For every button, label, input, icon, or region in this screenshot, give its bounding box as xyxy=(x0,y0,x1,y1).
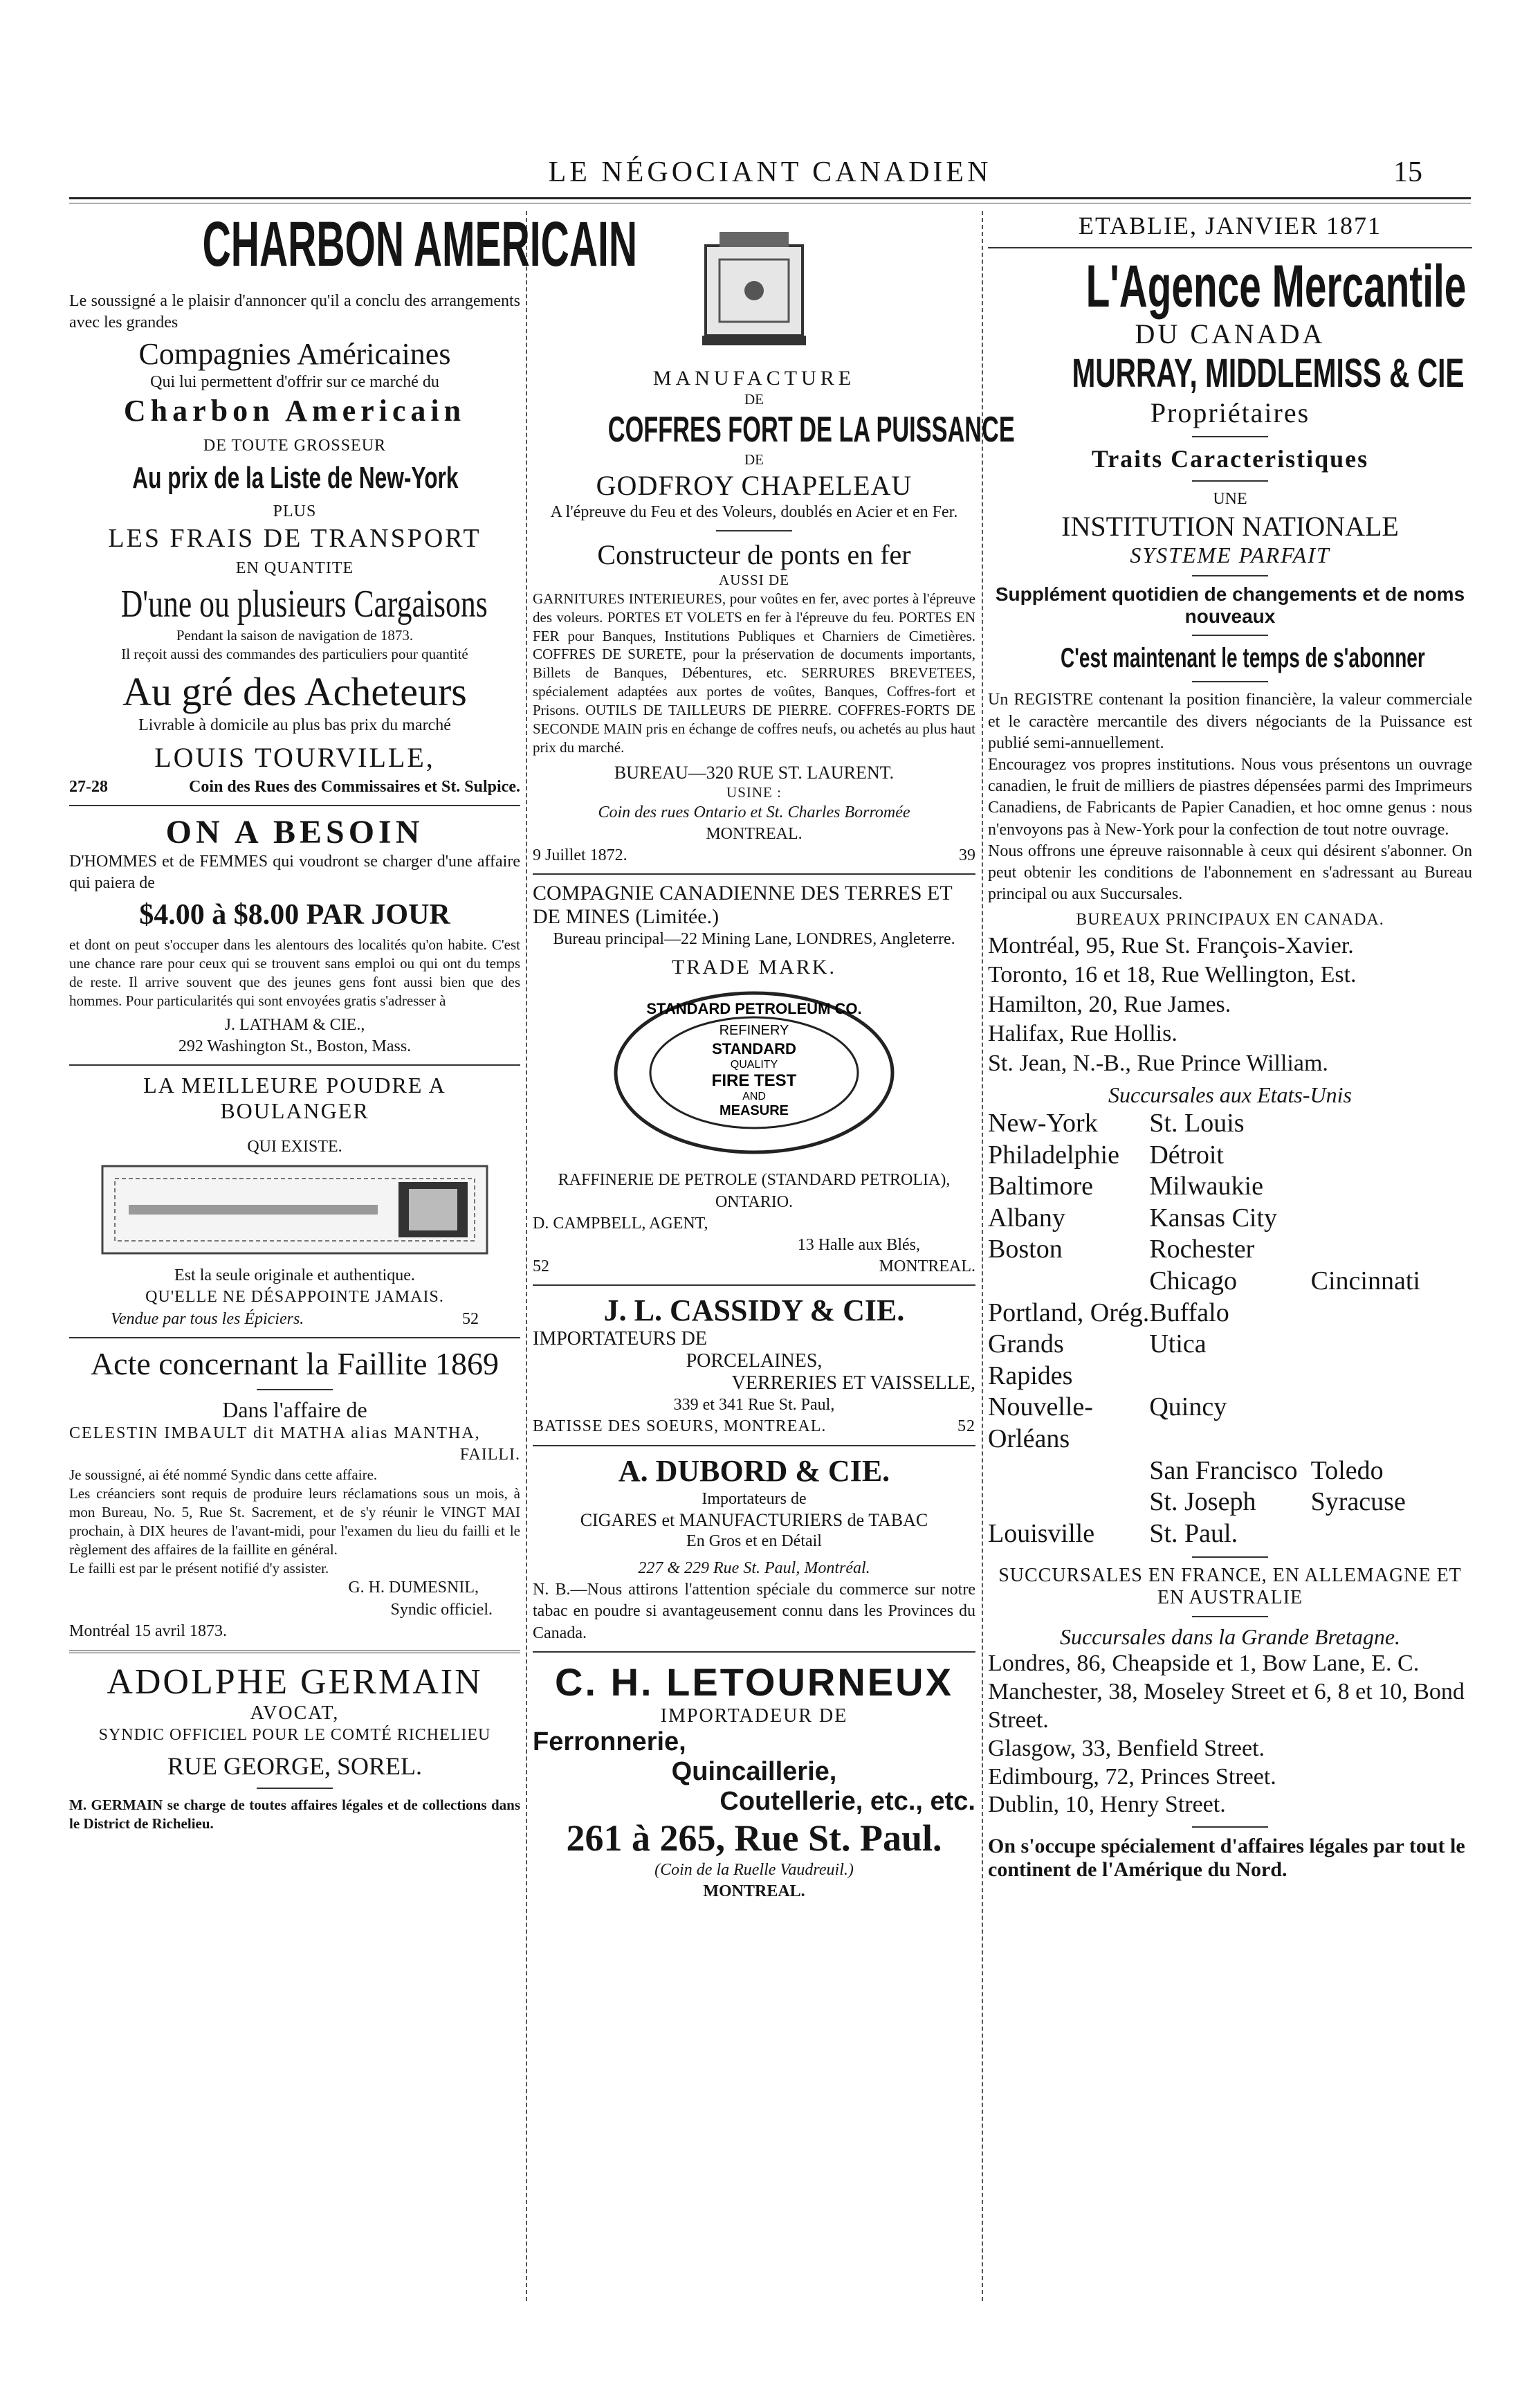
besoin-title: ON A BESOIN xyxy=(165,813,424,851)
ad-letourneux xyxy=(533,1660,975,1902)
ad-poudre xyxy=(69,1073,520,1330)
seal-outer: STANDARD PETROLEUM CO. xyxy=(646,1000,862,1018)
cassidy-addr: 339 et 341 Rue St. Paul, xyxy=(673,1396,835,1415)
city xyxy=(1311,1108,1472,1140)
column-2 xyxy=(533,211,1015,1909)
charbon-tourville: LOUIS TOURVILLE, xyxy=(154,741,435,773)
charbon-offer: Qui lui permettent d'offrir sur ce marché du xyxy=(150,372,439,391)
agence-title: L'Agence Mercantile xyxy=(1085,253,1467,320)
city: Toledo xyxy=(1310,1455,1384,1485)
city: Baltimore xyxy=(988,1172,1093,1201)
office-4: St. Jean, N.-B., Rue Prince William. xyxy=(988,1050,1328,1076)
city: Kansas City xyxy=(1149,1203,1278,1233)
charbon-intro: Le soussigné a le plaisir d'annoncer qu'il a conclu des arrangements avec les grandes xyxy=(69,291,520,331)
terres-agent: D. CAMPBELL, AGENT, xyxy=(533,1214,708,1233)
agence-succ-fr: SUCCURSALES EN FRANCE, EN ALLEMAGNE ET EN AUSTRALIE xyxy=(998,1565,1462,1609)
seal-and: AND xyxy=(742,1091,766,1103)
city xyxy=(988,1455,1149,1487)
city: Milwaukie xyxy=(1149,1172,1263,1201)
dubord-name: A. DUBORD & CIE. xyxy=(618,1453,890,1488)
city xyxy=(1311,1298,1472,1329)
besoin-text1: D'HOMMES et de FEMMES qui voudront se charger d'une affaire qui paiera de xyxy=(69,852,520,893)
city: Buffalo xyxy=(1149,1298,1229,1327)
letourneux-l3: Coutellerie, etc., etc. xyxy=(719,1786,975,1816)
city: Détroit xyxy=(1149,1140,1224,1170)
besoin-latham: J. LATHAM & CIE., xyxy=(224,1015,365,1034)
cassidy-l1: IMPORTATEURS DE xyxy=(533,1328,707,1350)
city: Albany xyxy=(988,1203,1065,1233)
charbon-livrable: Livrable à domicile au plus bas prix du marché xyxy=(138,716,451,735)
coffres-aussi: AUSSI DE xyxy=(719,571,789,588)
agence-abonner: C'est maintenant le temps de s'abonner xyxy=(1061,643,1425,674)
city: St. Joseph xyxy=(1149,1487,1256,1517)
faillite-failli: FAILLI. xyxy=(459,1446,520,1464)
running-title: LE NÉGOCIANT CANADIEN xyxy=(548,156,992,188)
city: Chicago xyxy=(1149,1266,1237,1296)
coffres-title: COFFRES FORT DE LA PUISSANCE xyxy=(607,409,1015,450)
coffres-desc: A l'épreuve du Feu et des Voleurs, doublés en Acier et en Fer. xyxy=(550,502,958,521)
charbon-plus: PLUS xyxy=(273,502,317,521)
city: Boston xyxy=(988,1235,1063,1264)
agence-une: UNE xyxy=(1213,490,1247,509)
city: Grands Rapides xyxy=(988,1329,1073,1390)
charbon-title: CHARBON AMERICAIN xyxy=(202,209,638,280)
besoin-text2: et dont on peut s'occuper dans les alentours des localités qu'on habite. C'est une chance rare pour ceux qui se trouvent sans emploi ou qui ont du temps de reste. Il arrive souvent que des jeunes gens font aussi bien que des hommes. Pour particularités qui sont envoyées gratis s'adresser à xyxy=(69,936,520,1009)
charbon-quantite: EN QUANTITE xyxy=(235,558,354,577)
agence-succ-us: Succursales aux Etats-Unis xyxy=(1108,1082,1352,1108)
gb-3: Edimbourg, 72, Princes Street. xyxy=(988,1763,1276,1790)
poudre-seule: Est la seule originale et authentique. xyxy=(174,1266,415,1285)
city: Philadelphie xyxy=(988,1140,1119,1170)
city xyxy=(1311,1329,1472,1392)
city: St. Louis xyxy=(1149,1109,1245,1138)
poudre-ref: 52 xyxy=(462,1309,479,1328)
cassidy-name: J. L. CASSIDY & CIE. xyxy=(603,1293,905,1328)
city: Syracuse xyxy=(1310,1487,1406,1517)
office-0: Montréal, 95, Rue St. François-Xavier. xyxy=(988,932,1354,958)
city: Utica xyxy=(1149,1329,1207,1359)
city: Cincinnati xyxy=(1310,1266,1420,1296)
coffres-usine-addr: Coin des rues Ontario et St. Charles Borromée xyxy=(598,803,910,821)
city xyxy=(1311,1140,1472,1172)
letourneux-coin: (Coin de la Ruelle Vaudreuil.) xyxy=(654,1860,854,1879)
poudre-exists: QUI EXISTE. xyxy=(247,1138,342,1156)
coffres-manufacture: MANUFACTURE xyxy=(652,367,856,390)
agence-closing: On s'occupe spécialement d'affaires légales par tout le continent de l'Amérique du Nord. xyxy=(988,1835,1465,1882)
charbon-gre: Au gré des Acheteurs xyxy=(122,669,467,715)
agence-supp: Supplément quotidien de changements et de noms nouveaux xyxy=(995,583,1465,628)
ad-cassidy xyxy=(533,1293,975,1437)
seal-top: REFINERY xyxy=(719,1023,789,1039)
page-number: 15 xyxy=(1393,156,1422,188)
ad-germain xyxy=(69,1662,520,1833)
cassidy-bat: BATISSE DES SOEURS, MONTREAL. xyxy=(533,1417,827,1436)
agence-etablie: ETABLIE, JANVIER 1871 xyxy=(1078,212,1382,239)
terres-city: MONTREAL. xyxy=(879,1257,975,1276)
poudre-vendue: Vendue par tous les Épiciers. xyxy=(111,1309,304,1328)
terres-ref: 52 xyxy=(533,1257,549,1276)
poudre-warn: QU'ELLE NE DÉSAPPOINTE JAMAIS. xyxy=(145,1288,444,1307)
office-1: Toronto, 16 et 18, Rue Wellington, Est. xyxy=(988,962,1357,988)
agence-traits: Traits Caracteristiques xyxy=(1091,445,1369,473)
city: San Francisco xyxy=(1149,1455,1298,1485)
besoin-address: 292 Washington St., Boston, Mass. xyxy=(178,1037,412,1055)
baking-powder-label-image xyxy=(101,1165,488,1255)
city: Quincy xyxy=(1149,1392,1227,1422)
city: Rochester xyxy=(1149,1235,1255,1264)
poudre-title: LA MEILLEURE POUDRE A BOULANGER xyxy=(143,1073,446,1124)
office-2: Hamilton, 20, Rue James. xyxy=(988,991,1231,1017)
agence-firm: MURRAY, MIDDLEMISS & CIE xyxy=(1072,351,1465,397)
cassidy-l3: VERRERIES ET VAISSELLE, xyxy=(731,1372,975,1394)
faillite-sign: G. H. DUMESNIL, xyxy=(348,1579,479,1597)
city: Louisville xyxy=(988,1518,1095,1548)
coffres-owner: GODFROY CHAPELEAU xyxy=(596,469,913,501)
city: Portland, Orég. xyxy=(988,1298,1150,1327)
germain-name: ADOLPHE GERMAIN xyxy=(107,1662,483,1702)
terres-bureau: Bureau principal—22 Mining Lane, LONDRES, Angleterre. xyxy=(553,930,955,949)
charbon-prix: Au prix de la Liste de New-York xyxy=(132,461,459,496)
city: New-York xyxy=(988,1109,1098,1138)
city: St. Paul. xyxy=(1149,1518,1238,1548)
coffres-usine: USINE : xyxy=(726,783,782,801)
terres-name: COMPAGNIE CANADIENNE DES TERRES ET DE MINES (Limitée.) xyxy=(533,882,953,929)
seal-fire-test: FIRE TEST xyxy=(711,1071,797,1091)
seal-standard: STANDARD xyxy=(712,1040,796,1058)
coffres-constructeur: Constructeur de ponts en fer xyxy=(597,538,911,570)
header-rule xyxy=(69,197,1471,199)
ad-faillite xyxy=(69,1345,520,1642)
agence-p1: Un REGISTRE contenant la position financière, la valeur commerciale et le caractère mercantile des divers négociants de la Puissance est publié semi-annuellement. xyxy=(988,691,1472,752)
ad-charbon xyxy=(69,209,638,798)
faillite-names: CELESTIN IMBAULT dit MATHA alias MANTHA, xyxy=(69,1424,481,1442)
gb-2: Glasgow, 33, Benfield Street. xyxy=(988,1735,1265,1761)
coffres-ref: 39 xyxy=(959,846,975,864)
column-divider-1 xyxy=(526,211,527,2301)
dubord-note: N. B.—Nous attirons l'attention spéciale du commerce sur notre tabac en poudre si avantageusement connu dans les Provinces du Canada. xyxy=(533,1581,975,1642)
city xyxy=(1311,1234,1472,1266)
coffres-items: GARNITURES INTERIEURES, pour voûtes en fer, avec portes à l'épreuve des voleurs. PORTES ET VOLETS en fer à l'épreuve du feu. PORTES EN FER pour Banques, Institutions Publiques et Charniers de Cimetières. COFFRES DE SURETE, pour la préservation de documents importants, Billets de Banques, Débentures, etc. SERRURES BREVETEES, spécialement adaptées aux portes de voûtes, Banques, Coffres-fort et Prisons. OUTILS DE TAILLEURS DE PIERRE. COFFRES-FORTS DE SECONDE MAIN pris en échange de coffres neufs, ou achetés au plus haut prix du marché. xyxy=(533,590,975,756)
faillite-dans: Dans l'affaire de xyxy=(222,1397,367,1422)
charbon-saison: Pendant la saison de navigation de 1873. xyxy=(176,626,414,644)
city xyxy=(988,1487,1149,1518)
faillite-p3: Le failli est par le présent notifié d'y assister. xyxy=(69,1559,329,1576)
agence-p2: Encouragez vos propres institutions. Nous vous présentons un ouvrage canadien, le fruit de milliers de piastres dépensées parmi des Imprimeurs Canadiens, de Fabricants de Papier Canadien, et hoc omne genus : nous n'envoyons pas à New-York pour la confection de tout notre ouvrage. xyxy=(988,756,1472,839)
ad-terres xyxy=(533,882,975,1278)
charbon-compagnies: Compagnies Américaines xyxy=(138,336,451,371)
charbon-grosseur: DE TOUTE GROSSEUR xyxy=(203,437,387,455)
charbon-coin: Coin des Rues des Commissaires et St. Sulpice. xyxy=(189,777,520,796)
faillite-date: Montréal 15 avril 1873. xyxy=(69,1621,227,1640)
us-cities xyxy=(988,1108,1472,1549)
letourneux-name: C. H. LETOURNEUX xyxy=(555,1660,953,1704)
gb-0: Londres, 86, Cheapside et 1, Bow Lane, E. C. xyxy=(988,1651,1420,1677)
charbon-frais: LES FRAIS DE TRANSPORT xyxy=(108,523,482,553)
city xyxy=(1311,1171,1472,1203)
ad-coffres xyxy=(533,211,1015,866)
besoin-pay: $4.00 à $8.00 PAR JOUR xyxy=(139,899,450,931)
seal-measure: MEASURE xyxy=(719,1103,789,1119)
agence-systeme: SYSTEME PARFAIT xyxy=(1130,543,1330,568)
standard-petroleum-seal xyxy=(609,986,899,1159)
cassidy-l2: PORCELAINES, xyxy=(686,1350,823,1372)
agence-bureaux: BUREAUX PRINCIPAUX EN CANADA. xyxy=(1076,911,1384,929)
city xyxy=(1311,1203,1472,1235)
germain-avocat: AVOCAT, xyxy=(250,1702,340,1725)
faillite-p1: Je soussigné, ai été nommé Syndic dans cette affaire. xyxy=(69,1466,378,1484)
cassidy-ref: 52 xyxy=(957,1417,975,1436)
dubord-l1: Importateurs de xyxy=(702,1489,807,1508)
charbon-cargaisons: D'une ou plusieurs Cargaisons xyxy=(120,582,488,626)
coffres-bureau: BUREAU—320 RUE ST. LAURENT. xyxy=(614,762,895,783)
charbon-commandes: Il reçoit aussi des commandes des particuliers pour quantité xyxy=(121,645,468,662)
gb-4: Dublin, 10, Henry Street. xyxy=(988,1792,1226,1818)
terres-trademark: TRADE MARK. xyxy=(671,956,836,979)
ad-dubord xyxy=(533,1453,975,1644)
page-header xyxy=(0,149,1540,197)
safe-image xyxy=(678,218,830,356)
faillite-title: Acte concernant la Faillite 1869 xyxy=(90,1345,499,1381)
terres-halle: 13 Halle aux Blés, xyxy=(797,1235,920,1254)
agence-prop: Propriétaires xyxy=(1150,397,1310,429)
charbon-ref: 27-28 xyxy=(69,777,108,796)
column-divider-2 xyxy=(982,211,983,2301)
office-3: Halifax, Rue Hollis. xyxy=(988,1021,1177,1047)
germain-syndic: SYNDIC OFFICIEL POUR LE COMTÉ RICHELIEU xyxy=(98,1726,491,1745)
germain-note: M. GERMAIN se charge de toutes affaires légales et de collections dans le District de Richelieu. xyxy=(69,1797,520,1833)
germain-addr: RUE GEORGE, SOREL. xyxy=(167,1752,422,1781)
city xyxy=(1311,1392,1472,1455)
agence-du: DU CANADA xyxy=(1135,318,1326,350)
gb-1: Manchester, 38, Moseley Street et 6, 8 et 10, Bond Street. xyxy=(988,1679,1465,1733)
coffres-city: MONTREAL. xyxy=(706,824,803,843)
seal-quality: QUALITY xyxy=(730,1059,778,1071)
agence-succ-gb: Succursales dans la Grande Bretagne. xyxy=(1059,1624,1401,1650)
city xyxy=(1311,1518,1472,1550)
letourneux-city: MONTREAL. xyxy=(703,1882,805,1900)
coffres-date: 9 Juillet 1872. xyxy=(533,846,627,864)
letourneux-l2: Quincaillerie, xyxy=(671,1756,837,1786)
agence-p3: Nous offrons une épreuve raisonnable à ceux qui désirent s'abonner. On peut obtenir les conditions de l'abonnement en s'adressant au Bureau principal ou aux Succursales. xyxy=(988,842,1472,904)
dubord-addr: 227 & 229 Rue St. Paul, Montréal. xyxy=(638,1559,870,1577)
terres-raffinerie: RAFFINERIE DE PETROLE (STANDARD PETROLIA), ONTARIO. xyxy=(558,1171,951,1211)
agence-inst: INSTITUTION NATIONALE xyxy=(1061,511,1399,543)
city: Nouvelle-Orléans xyxy=(988,1392,1093,1453)
coffres-de2: DE xyxy=(744,451,764,468)
dubord-l3: En Gros et en Détail xyxy=(686,1531,822,1550)
coffres-de: DE xyxy=(744,391,764,408)
city xyxy=(988,1266,1149,1298)
ad-besoin xyxy=(69,813,520,1057)
letourneux-imp: IMPORTADEUR DE xyxy=(660,1704,848,1727)
letourneux-addr: 261 à 265, Rue St. Paul. xyxy=(566,1817,942,1859)
charbon-name: Charbon Americain xyxy=(123,394,466,428)
letourneux-l1: Ferronnerie, xyxy=(533,1727,686,1756)
faillite-syndic: Syndic officiel. xyxy=(390,1600,493,1619)
dubord-l2: CIGARES et MANUFACTURIERS de TABAC xyxy=(580,1509,928,1530)
faillite-p2: Les créanciers sont requis de produire leurs réclamations sous un mois, à mon Bureau, No. 5, Rue St. Sacrement, et de s'y réunir le VINGT MAI prochain, à DIX heures de l'avant-midi, pour l'examen du lieu du failli et le règlement des affaires de la faillite en général. xyxy=(69,1485,520,1558)
column-3 xyxy=(988,211,1472,1882)
